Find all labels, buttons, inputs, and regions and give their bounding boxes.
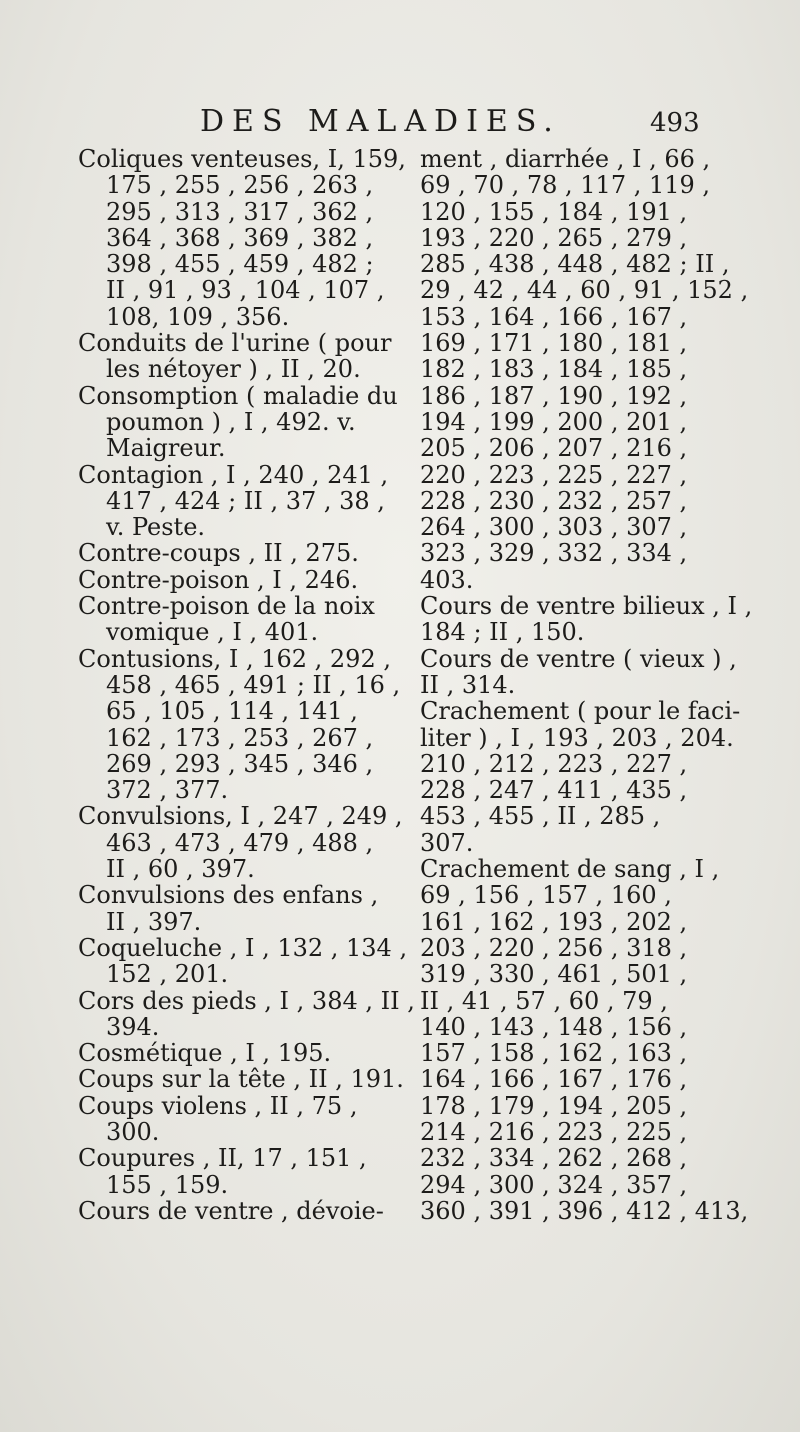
index-line: 214 , 216 , 223 , 225 , <box>420 1117 688 1146</box>
index-line: 285 , 438 , 448 , 482 ; II , <box>420 250 730 279</box>
index-line: 323 , 329 , 332 , 334 , <box>420 539 688 568</box>
index-line: 319 , 330 , 461 , 501 , <box>420 960 688 989</box>
index-line: 140 , 143 , 148 , 156 , <box>420 1012 688 1041</box>
index-line: Cosmétique , I , 195. <box>78 1039 332 1068</box>
index-line: 186 , 187 , 190 , 192 , <box>420 381 688 410</box>
index-line: 269 , 293 , 345 , 346 , <box>106 749 374 778</box>
index-line: 394. <box>106 1012 160 1041</box>
index-line: Conduits de l'urine ( pour <box>78 329 392 358</box>
index-line: II , 397. <box>106 907 202 936</box>
index-line: Coupures , II, 17 , 151 , <box>78 1144 367 1173</box>
index-line: poumon ) , I , 492. v. <box>106 407 356 436</box>
running-title: DES MALADIES. <box>200 104 561 139</box>
index-line: 169 , 171 , 180 , 181 , <box>420 329 688 358</box>
index-line: 152 , 201. <box>106 960 229 989</box>
index-line: II , 41 , 57 , 60 , 79 , <box>420 986 668 1015</box>
index-line: ment , diarrhée , I , 66 , <box>420 145 711 173</box>
index-line: 157 , 158 , 162 , 163 , <box>420 1039 688 1068</box>
index-line: Cours de ventre ( vieux ) , <box>420 644 737 673</box>
index-line: 155 , 159. <box>106 1170 229 1199</box>
index-line: 307. <box>420 828 474 857</box>
index-line: 364 , 368 , 369 , 382 , <box>106 223 374 252</box>
index-line: Crachement de sang , I , <box>420 855 720 884</box>
index-line: 294 , 300 , 324 , 357 , <box>420 1170 688 1199</box>
index-line: 194 , 199 , 200 , 201 , <box>420 407 688 436</box>
index-line: 463 , 473 , 479 , 488 , <box>106 828 374 857</box>
index-line: 164 , 166 , 167 , 176 , <box>420 1065 688 1094</box>
index-line: 210 , 212 , 223 , 227 , <box>420 749 688 778</box>
index-line: Coups violens , II , 75 , <box>78 1091 358 1120</box>
index-line: vomique , I , 401. <box>106 618 319 647</box>
index-line: Consomption ( maladie du <box>78 381 398 410</box>
index-line: Contagion , I , 240 , 241 , <box>78 460 389 489</box>
index-line: 29 , 42 , 44 , 60 , 91 , 152 , <box>420 276 749 305</box>
index-line: 203 , 220 , 256 , 318 , <box>420 933 688 962</box>
index-line: 69 , 70 , 78 , 117 , 119 , <box>420 171 711 200</box>
index-line: 184 ; II , 150. <box>420 618 585 647</box>
index-line: les nétoyer ) , II , 20. <box>106 355 361 384</box>
index-line: 453 , 455 , II , 285 , <box>420 802 661 831</box>
index-line: Maigreur. <box>106 434 226 463</box>
index-line: 178 , 179 , 194 , 205 , <box>420 1091 688 1120</box>
index-column-left <box>78 145 415 1225</box>
index-line: 403. <box>420 565 474 594</box>
index-line: 205 , 206 , 207 , 216 , <box>420 434 688 463</box>
index-line: 175 , 255 , 256 , 263 , <box>106 171 374 200</box>
index-line: 69 , 156 , 157 , 160 , <box>420 881 672 910</box>
index-line: 120 , 155 , 184 , 191 , <box>420 197 688 226</box>
index-line: Cours de ventre bilieux , I , <box>420 592 753 621</box>
index-line: Crachement ( pour le faci- <box>420 697 741 726</box>
index-line: II , 91 , 93 , 104 , 107 , <box>106 276 385 305</box>
index-column-right <box>420 145 753 1225</box>
index-line: 108, 109 , 356. <box>106 302 290 331</box>
index-line: Cors des pieds , I , 384 , II , <box>78 986 415 1015</box>
index-line: II , 314. <box>420 670 516 699</box>
index-line: 372 , 377. <box>106 776 229 805</box>
index-line: 182 , 183 , 184 , 185 , <box>420 355 688 384</box>
index-line: II , 60 , 397. <box>106 855 255 884</box>
index-line: 220 , 223 , 225 , 227 , <box>420 460 688 489</box>
index-line: Coups sur la tête , II , 191. <box>78 1065 404 1094</box>
page-header <box>0 104 800 144</box>
index-line: 360 , 391 , 396 , 412 , 413, <box>420 1196 749 1225</box>
index-line: Coqueluche , I , 132 , 134 , <box>78 933 408 962</box>
index-line: 153 , 164 , 166 , 167 , <box>420 302 688 331</box>
index-line: 232 , 334 , 262 , 268 , <box>420 1144 688 1173</box>
index-line: 458 , 465 , 491 ; II , 16 , <box>106 670 401 699</box>
index-line: 300. <box>106 1117 160 1146</box>
index-line: 228 , 230 , 232 , 257 , <box>420 486 688 515</box>
index-line: Cours de ventre , dévoie- <box>78 1196 384 1225</box>
index-line: v. Peste. <box>106 513 206 542</box>
index-line: 162 , 173 , 253 , 267 , <box>106 723 374 752</box>
index-line: Contre-poison , I , 246. <box>78 565 359 594</box>
index-line: Convulsions des enfans , <box>78 881 379 910</box>
index-line: Convulsions, I , 247 , 249 , <box>78 802 403 831</box>
index-line: 417 , 424 ; II , 37 , 38 , <box>106 486 385 515</box>
index-line: Coliques venteuses, I, 159, <box>78 145 406 173</box>
index-line: 161 , 162 , 193 , 202 , <box>420 907 688 936</box>
index-line: 398 , 455 , 459 , 482 ; <box>106 250 374 279</box>
index-line: liter ) , I , 193 , 203 , 204. <box>420 723 734 752</box>
index-line: Contre-coups , II , 275. <box>78 539 359 568</box>
index-line: 193 , 220 , 265 , 279 , <box>420 223 688 252</box>
index-line: Contre-poison de la noix <box>78 592 375 621</box>
index-line: 264 , 300 , 303 , 307 , <box>420 513 688 542</box>
index-line: 295 , 313 , 317 , 362 , <box>106 197 374 226</box>
index-line: Contusions, I , 162 , 292 , <box>78 644 391 673</box>
index-line: 228 , 247 , 411 , 435 , <box>420 776 688 805</box>
index-line: 65 , 105 , 114 , 141 , <box>106 697 358 726</box>
page-number: 493 <box>650 108 700 138</box>
